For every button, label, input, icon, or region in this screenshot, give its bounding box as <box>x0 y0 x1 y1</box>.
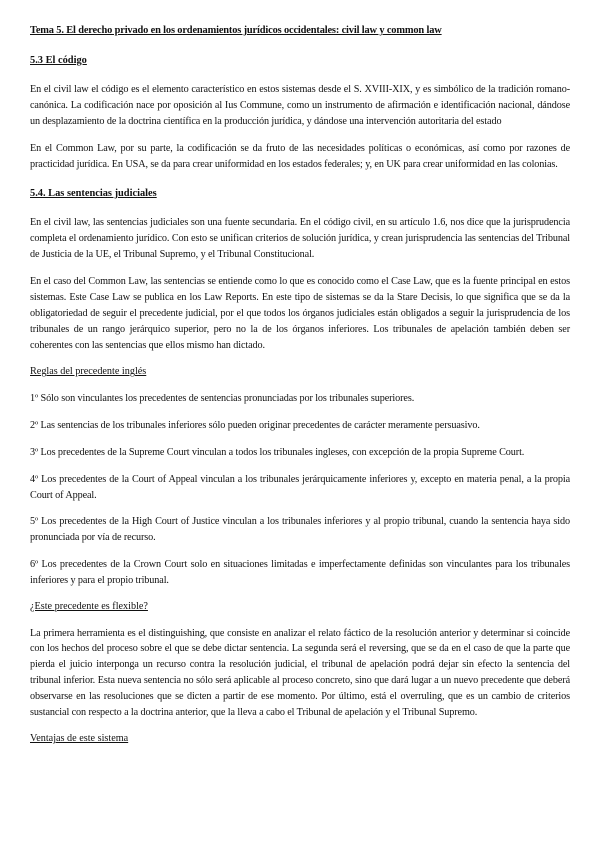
advantages-heading: Ventajas de este sistema <box>30 733 129 745</box>
section-heading-5-4: 5.4. Las sentencias judiciales <box>30 187 157 199</box>
rule-item: 3º Los precedentes de la Supreme Court vinculan a todos los tribunales ingleses, con excepción de la propia Supreme Court. <box>30 446 525 458</box>
document-title: Tema 5. El derecho privado en los ordenamientos jurídicos occidentales: civil law y common law <box>30 25 442 36</box>
paragraph-common-law-sentences: En el caso del Common Law, las sentencias se entiende como lo que es conocido como el Case Law, que es la fuente principal en estos sistemas. Este Case Law se publica en los Law Reports. En este tipo de sistemas se da la Stare Decisis, lo que significa que se da la obligatoriedad de seguir el precedente judicial, por el que todos los órganos judiciales están obligados a seguir la jurisprudencia de los tribunales de un rango jerárquico superior, pero no la de los órganos inferiores. Los tribunales de apelación también deben ser coherentes con las sentencias que ellos mismo han dictado. <box>30 276 570 351</box>
rules-heading: Reglas del precedente inglés <box>30 366 147 378</box>
section-heading-5-3: 5.3 El código <box>30 55 87 66</box>
paragraph-common-law-code: En el Common Law, por su parte, la codificación se da fruto de las necesidades políticas o económicas, así como por razones de practicidad jurídica. En USA, se da para crear uniformidad en los estados federales; y, en UK para crear uniformidad en las colonias. <box>30 143 570 171</box>
rule-item: 5º Los precedentes de la High Court of Justice vinculan a los tribunales inferiores y al propio tribunal, cuando la sentencia haya sido pronunciada por vía de recurso. <box>30 516 570 544</box>
paragraph-civil-law-sentences: En el civil law, las sentencias judiciales son una fuente secundaria. En el código civil, en su artículo 1.6, nos dice que la jurisprudencia completa el ordenamiento jurídico. Con esto se unifican criterios de solución jurídica, y crean jurisprudencia las sentencias del Tribunal de Justicia de la UE, el Tribunal Supremo, y el Tribunal Constitucional. <box>30 216 570 260</box>
flexible-heading: ¿Este precedente es flexible? <box>30 600 148 612</box>
rule-item: 2º Las sentencias de los tribunales inferiores sólo pueden originar precedentes de carácter meramente persuasivo. <box>30 420 480 432</box>
paragraph-civil-law-code: En el civil law el código es el elemento característico en estos sistemas desde el S. XVIII-XIX, y es simbólico de la tradición romano-canónica. La codificación nace por oposición al Ius Commune, como un instrumento de afirmación e identificación nacional, dándose un desplazamiento de la doctrina científica en la producción jurídica, y dándose una intervención autoritaria del estado <box>30 84 570 127</box>
paragraph-flexibility: La primera herramienta es el distinguishing, que consiste en analizar el relato fáctico de la resolución anterior y determinar si coincide con los hechos del proceso sobre el que se debe dictar sentencia. La segunda será el reversing, que se da en el caso de que la parte que pierda el juicio interponga un recurso contra la resolución judicial, el tribunal de apelación podrá dejar sin efecto la sentencia del tribunal inferior. Esta nueva sentencia no sólo será aplicable al proceso concreto, sino que dará lugar a un nuevo precedente que deberá observarse en las resoluciones que se dicten a partir de ese momento. Por último, está el overruling, que es un cambio de criterios sustancial con respecto a la doctrina anterior, que la lleva a cabo el Tribunal de apelación y el Tribunal Supremo. <box>30 627 570 718</box>
rule-item: 4º Los precedentes de la Court of Appeal vinculan a los tribunales jerárquicamente inferiores y, excepto en materia penal, a la propia Court of Appeal. <box>30 473 570 501</box>
rule-item: 1º Sólo son vinculantes los precedentes de sentencias pronunciadas por los tribunales superiores. <box>30 393 415 405</box>
rule-item: 6º Los precedentes de la Crown Court solo en situaciones limitadas e imperfectamente definidas son vinculantes para los tribunales inferiores y para el propio tribunal. <box>30 558 570 586</box>
